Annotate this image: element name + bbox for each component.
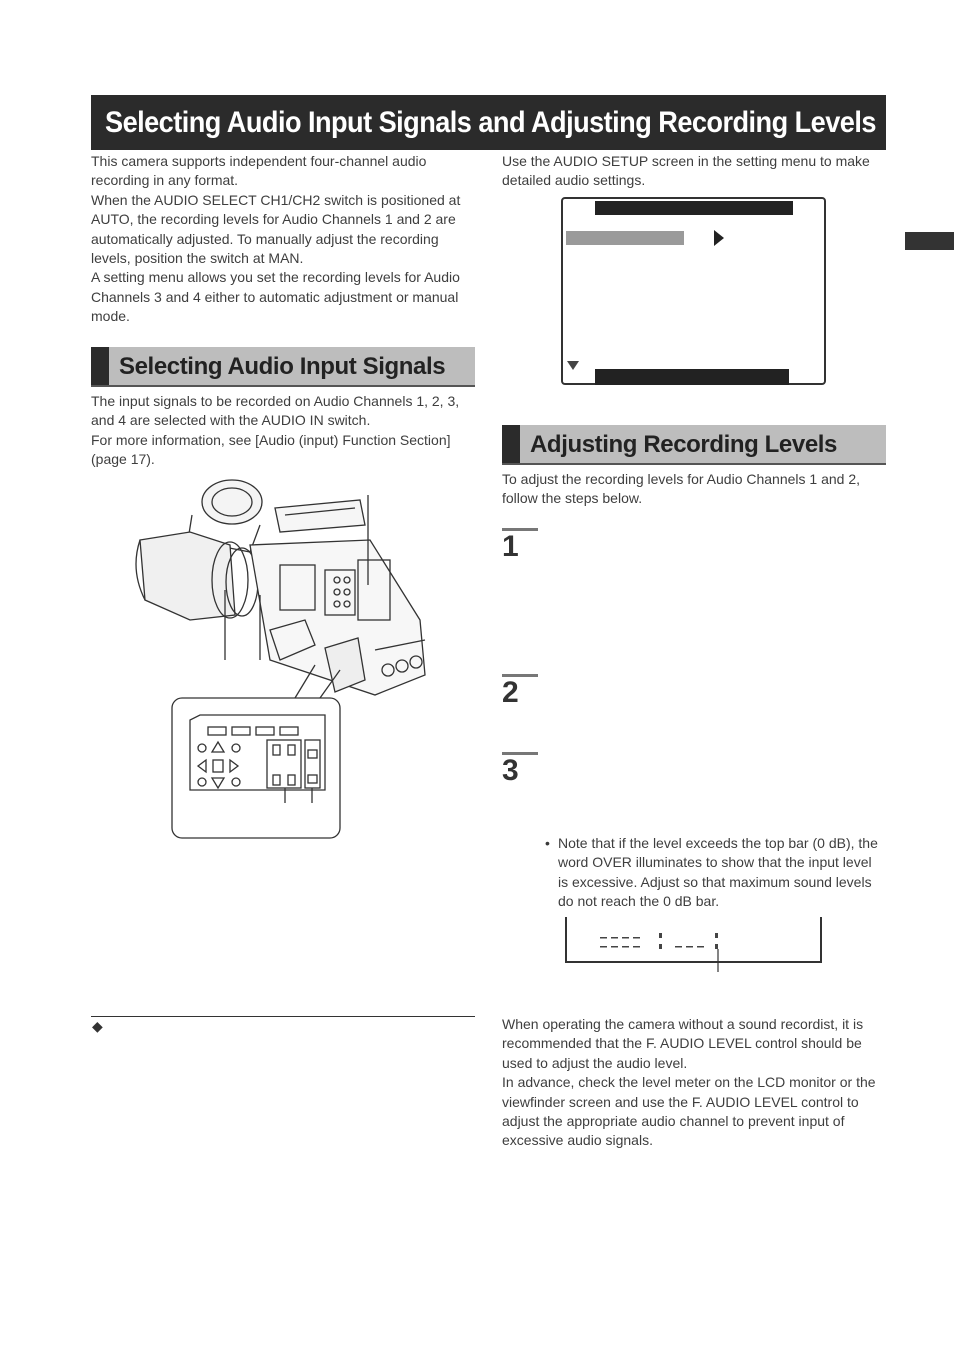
page-title: Selecting Audio Input Signals and Adjusting Recording Levels: [91, 95, 886, 150]
audio-level-text: [502, 1015, 887, 1151]
camera-illustration: [130, 470, 440, 845]
audio-level-paragraph: In advance, check the level meter on the LCD monitor or the viewfinder screen and use the F. AUDIO LEVEL control to adjust the appropriate audio channel to prevent input of excessive audio signals.: [502, 1074, 876, 1149]
intro-paragraph: This camera supports independent four-channel audio recording in any format.: [91, 153, 427, 189]
level-meter-illustration: [562, 915, 827, 975]
intro-paragraph: When the AUDIO SELECT CH1/CH2 switch is positioned at AUTO, the recording levels for Audio Channels 1 and 2 are automatically adjusted. To manually adjust the recording levels, position the switch at MAN.: [91, 191, 461, 267]
note-text: Note that if the level exceeds the top bar (0 dB), the word OVER illuminates to show that the input level is excessive. Adjust so that maximum sound levels do not reach the 0 dB bar.: [558, 835, 878, 910]
bullet-icon: •: [545, 835, 550, 851]
diamond-icon: ◆: [92, 1018, 103, 1034]
level-note: [545, 834, 885, 912]
levels-intro-paragraph: To adjust the recording levels for Audio Channels 1 and 2, follow the steps below.: [502, 471, 861, 507]
intro-text: [91, 152, 476, 327]
menu-header-bar: [595, 201, 793, 215]
section-title: Selecting Audio Input Signals: [119, 353, 446, 380]
triangle-right-icon: [714, 230, 724, 246]
step-number: 1: [502, 530, 519, 563]
input-paragraph: The input signals to be recorded on Audio Channels 1, 2, 3, and 4 are selected with the AUDIO IN switch.: [91, 393, 460, 429]
input-paragraph: For more information, see [Audio (input) Function Section] (page 17).: [91, 431, 451, 468]
section-title: Adjusting Recording Levels: [530, 431, 837, 458]
audio-setup-menu-screen: [561, 197, 826, 385]
menu-selected-item: [566, 231, 684, 245]
heading-mark: [91, 347, 109, 385]
audio-level-paragraph: When operating the camera without a sound recordist, it is recommended that the F. AUDIO LEVEL control should be used to adjust the audio level.: [502, 1016, 864, 1071]
triangle-down-icon: [567, 361, 579, 370]
input-text: [91, 392, 476, 470]
step-number: 2: [502, 676, 519, 709]
menu-footer-bar: [595, 369, 789, 385]
right-intro-text: [502, 152, 887, 191]
section-heading-input: [91, 347, 475, 387]
step-number: 3: [502, 754, 519, 787]
levels-intro: [502, 470, 887, 509]
bottom-left-rule: [91, 1016, 475, 1017]
chapter-tab: [905, 232, 954, 250]
intro-paragraph: A setting menu allows you set the recording levels for Audio Channels 3 and 4 either to automatic adjustment or manual mode.: [91, 269, 460, 325]
heading-mark: [502, 425, 520, 463]
right-intro-paragraph: Use the AUDIO SETUP screen in the setting menu to make detailed audio settings.: [502, 153, 870, 189]
section-heading-levels: [502, 425, 886, 465]
